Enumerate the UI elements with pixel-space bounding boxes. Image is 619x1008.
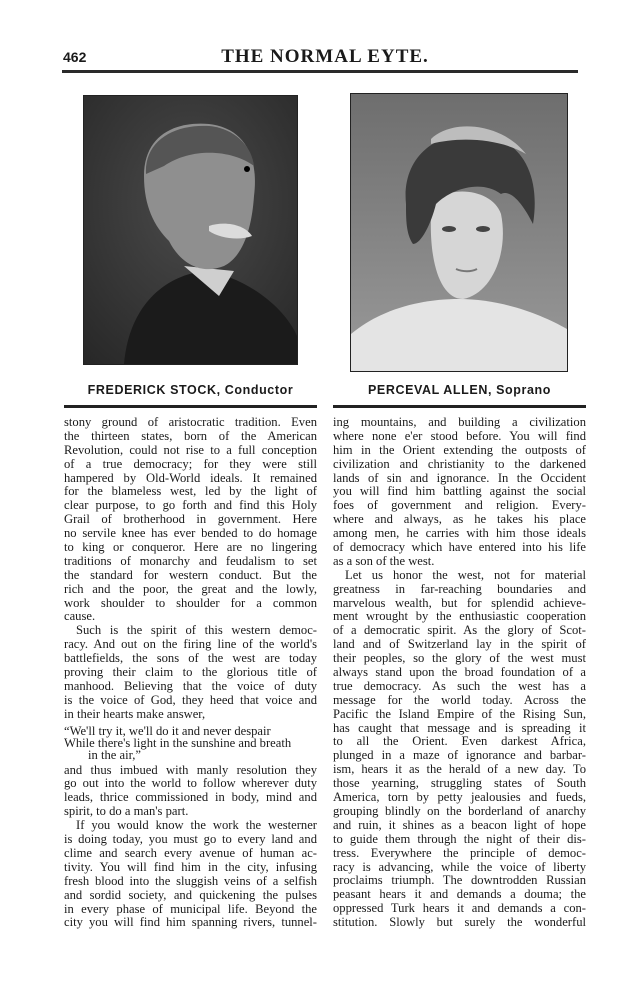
- text-line: where none e'er stood before. You will find: [333, 428, 586, 443]
- column-rule-right: [333, 405, 586, 408]
- text-line: those yearning, struggling states of South: [333, 776, 586, 791]
- text-line: and sordid society, and quickening the pulses: [64, 887, 317, 902]
- text-line: go out into the world to follow wherever duty: [64, 776, 317, 791]
- text-line: Grail of brotherhood in government. Here: [64, 512, 317, 527]
- photo-caption-left: FREDERICK STOCK, Conductor: [87, 383, 294, 397]
- text-line: their peoples, so the glory of the west must: [333, 651, 586, 666]
- text-line: While there's light in the sunshine and breath: [64, 735, 292, 750]
- paragraph: [333, 416, 586, 569]
- text-line: ment wrought by the enthusiastic cooperation: [333, 609, 586, 624]
- text-line: proclaims triumph. The downtrodden Russian: [333, 873, 586, 888]
- text-line: tivity. You will find him in the city, infusing: [64, 859, 317, 874]
- text-line: peasant hears it and demands a douma; the: [333, 887, 586, 902]
- text-line: stony ground of aristocratic tradition. Even: [64, 415, 317, 429]
- paragraph: [64, 819, 317, 930]
- text-line: tress. Everywhere the principle of democ-: [333, 845, 586, 860]
- text-line: clime and search every avenue of human ac-: [64, 845, 317, 860]
- text-line: work shoulder to shoulder for a common: [64, 595, 317, 610]
- text-line: of democracy which have entered into his life: [333, 540, 586, 555]
- text-line: ism, hears it as the herald of a new day. To: [333, 762, 586, 777]
- text-line: the thirteen states, born of the American: [64, 428, 317, 443]
- paragraph: [64, 764, 317, 820]
- text-line: clear purpose, to go forth and find this Holy: [64, 498, 317, 513]
- text-line: leads, thrice commissioned in body, mind and: [64, 790, 317, 805]
- page-number: 462: [63, 49, 87, 65]
- poem-quote: [64, 725, 317, 761]
- text-line: always stand upon the broad foundation of a: [333, 665, 586, 680]
- text-line: Pacific the Island Empire of the Rising Sun,: [333, 706, 586, 721]
- text-line: land and of Switzerland lay in the spirit of: [333, 637, 586, 652]
- text-line: him in the Orient extending the outposts of: [333, 442, 586, 457]
- text-line: city you will find him spanning rivers, tunnel-: [64, 915, 317, 930]
- column-rule-left: [64, 405, 317, 408]
- header-rule: [62, 70, 578, 73]
- text-line: plunged in a maze of ignorance and barbar-: [333, 748, 586, 763]
- text-line: If you would know the work the westerner: [76, 818, 317, 833]
- text-line: and ruin, it shines as a beacon light of hope: [333, 817, 586, 832]
- paragraph: [333, 569, 586, 930]
- text-line: no servile knee has ever bended to do homage: [64, 526, 317, 541]
- text-line: Let us honor the west, not for material: [345, 567, 586, 582]
- text-line: in every phase of municipal life. Beyond the: [64, 901, 317, 916]
- text-line: where and always, as he takes his place: [333, 512, 586, 527]
- text-line: foes of government and religion. Every-: [333, 498, 586, 513]
- text-line: oppressed Turk hears it and demands a con-: [333, 901, 586, 916]
- text-line: marvelous wealth, but for splendid achieve-: [333, 595, 586, 610]
- photo-caption-right: PERCEVAL ALLEN, Soprano: [367, 383, 552, 397]
- text-line: rich and the poor, the great and the lowly,: [64, 581, 317, 596]
- text-line: ing mountains, and building a civilization: [333, 415, 586, 429]
- portrait-frederick-stock: [83, 95, 298, 365]
- text-line: to guide them through the night of their dis-: [333, 831, 586, 846]
- text-line: America, torn by petty jealousies and fueds,: [333, 790, 586, 805]
- text-line: fresh blood into the sluggish veins of a selfish: [64, 873, 317, 888]
- text-line: for the blameless west, led by the light of: [64, 484, 317, 499]
- text-line: has caught that message and is spreading it: [333, 720, 586, 735]
- text-line: of a democratic spirit. As the glory of Scot-: [333, 623, 586, 638]
- text-column-right: [333, 416, 586, 930]
- text-line: civilization and christianity to the darkened: [333, 456, 586, 471]
- text-line: of a true democracy; for they were still: [64, 456, 317, 471]
- text-column-left: [64, 416, 317, 930]
- text-line: “We'll try it, we'll do it and never despair: [64, 723, 271, 738]
- text-line: is the voice of God, they heed that voice and: [64, 692, 317, 707]
- portrait-perceval-allen: [350, 93, 568, 372]
- text-line: in their hearts make answer,: [64, 706, 206, 721]
- text-line: true democracy. As such the west has a: [333, 678, 586, 693]
- paragraph: [64, 416, 317, 624]
- text-line: in the air,”: [88, 747, 141, 762]
- text-line: lands of sin and ignorance. In the Occident: [333, 470, 586, 485]
- text-line: Revolution, could not rise to a full conception: [64, 442, 317, 457]
- journal-title: THE NORMAL EYTE.: [221, 46, 429, 67]
- text-line: hampered by Old-World ideals. It remained: [64, 470, 317, 485]
- text-line: grouping blindly on the borderland of anarchy: [333, 803, 586, 818]
- text-line: manhood. Believing that the voice of duty: [64, 678, 317, 693]
- text-line: to king or conqueror. Here are no lingering: [64, 540, 317, 555]
- text-line: as a son of the west.: [333, 553, 435, 568]
- text-line: spirit, to do a man's part.: [64, 804, 189, 819]
- text-line: battlefields, the sons of the west are today: [64, 651, 317, 666]
- text-line: stitution. Slowly but surely the wonderful: [333, 915, 586, 930]
- text-line: greatness in far-reaching boundaries and: [333, 581, 586, 596]
- text-line: racy is advancing, while the voice of liberty: [333, 859, 586, 874]
- text-line: among men, he carries with him those ideals: [333, 526, 586, 541]
- text-line: Such is the spirit of this western democ-: [76, 623, 317, 638]
- text-line: traditions of monarchy and feudalism to set: [64, 553, 317, 568]
- paragraph: [64, 624, 317, 721]
- text-line: you will find him battling against the social: [333, 484, 586, 499]
- text-line: and thus imbued with manly resolution they: [64, 762, 317, 777]
- text-line: is doing today, you must go to every land and: [64, 832, 317, 847]
- text-line: to all the Orient. Even darkest Africa,: [333, 734, 586, 749]
- text-line: proving their claim to the glorious title of: [64, 665, 317, 680]
- text-line: message for the world today. Across the: [333, 692, 586, 707]
- text-line: racy. And out on the firing line of the world's: [64, 637, 317, 652]
- text-line: cause.: [64, 609, 96, 624]
- text-line: the standard for western conduct. But the: [64, 567, 317, 582]
